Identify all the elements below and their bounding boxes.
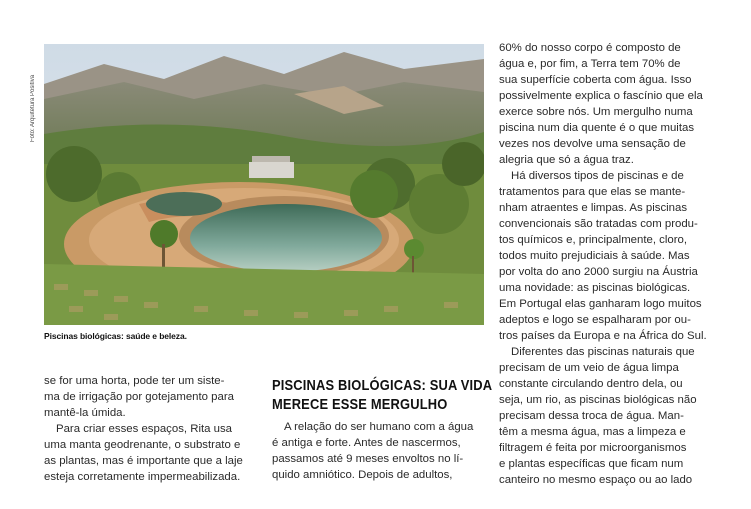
column2-paragraph-1: [272, 419, 484, 483]
text-line: todos muito prejudiciais à saúde. Mas: [499, 250, 690, 262]
text-line: piscina num dia quente é o que muitas: [499, 122, 695, 134]
text-line: Há diversos tipos de piscinas e de: [511, 170, 684, 182]
text-line: constante circulando dentro dela, ou: [499, 378, 683, 390]
text-line: Para criar esses espaços, Rita usa: [56, 423, 232, 435]
headline-line: PISCINAS BIOLÓGICAS: SUA VIDA: [272, 377, 493, 394]
column3-paragraph-2: [499, 168, 713, 344]
photo-credit: Foto: Arquitetura Positiva: [30, 74, 36, 142]
column1-paragraph-1: [44, 373, 262, 421]
text-line: tros países da Europa e na África do Sul.: [499, 330, 707, 342]
pool-photo: [44, 44, 484, 325]
text-line: seja, um rio, as piscinas biológicas não: [499, 394, 697, 406]
text-line: têm a mesma água, mas a limpeza e: [499, 426, 686, 438]
text-line: se for uma horta, pode ter um siste-: [44, 375, 225, 387]
article-column-2: [272, 376, 493, 483]
text-line: nham atraentes e limpas. As piscinas: [499, 202, 688, 214]
text-line: A relação do ser humano com a água: [284, 421, 474, 433]
text-line: uma manta geodrenante, o substrato e: [44, 439, 241, 451]
text-line: vezes nos devolve uma sensação de: [499, 138, 686, 150]
text-line: e plantas específicas que ficam num: [499, 458, 684, 470]
text-line: filtragem é feita por microorganismos: [499, 442, 687, 454]
text-line: 60% do nosso corpo é composto de: [499, 42, 681, 54]
column3-paragraph-3: [499, 344, 713, 488]
text-line: precisam dessa troca de água. Man-: [499, 410, 684, 422]
text-line: sua superfície coberta com água. Isso: [499, 74, 692, 86]
text-line: uma novidade: as piscinas biológicas.: [499, 282, 691, 294]
pool-photo-image: [44, 44, 484, 325]
article-column-3: [499, 40, 713, 488]
text-line: passamos até 9 meses envoltos no lí-: [272, 453, 464, 465]
text-line: exerce sobre nós. Um mergulho numa: [499, 106, 693, 118]
headline-line: MERECE ESSE MERGULHO: [272, 396, 448, 413]
column3-paragraph-1: [499, 40, 713, 168]
text-line: por volta do ano 2000 surgiu na Áustria: [499, 266, 698, 278]
text-line: convencionais são tratadas com produ-: [499, 218, 698, 230]
photo-caption: Piscinas biológicas: saúde e beleza.: [44, 331, 187, 341]
text-line: ma de irrigação por gotejamento para: [44, 391, 234, 403]
text-line: tratamentos para que elas se mante-: [499, 186, 686, 198]
text-line: Diferentes das piscinas naturais que: [511, 346, 695, 358]
text-line: quido amniótico. Depois de adultos,: [272, 469, 453, 481]
text-line: água e, por fim, a Terra tem 70% de: [499, 58, 681, 70]
text-line: canteiro no mesmo espaço ou ao lado: [499, 474, 693, 486]
text-line: esteja corretamente impermeabilizada.: [44, 471, 241, 483]
column1-paragraph-2: [44, 421, 262, 485]
section-headline: [272, 376, 493, 414]
article-column-1: [44, 373, 262, 485]
text-line: é antiga e forte. Antes de nascermos,: [272, 437, 461, 449]
text-line: mantê-la úmida.: [44, 407, 126, 419]
text-line: adeptos e logo se espalharam por ou-: [499, 314, 691, 326]
text-line: Em Portugal elas ganharam logo muitos: [499, 298, 702, 310]
text-line: alegria que só a água traz.: [499, 154, 634, 166]
text-line: as plantas, mas é importante que a laje: [44, 455, 243, 467]
text-line: possivelmente explica o fascínio que ela: [499, 90, 703, 102]
text-line: precisam de um veio de água limpa: [499, 362, 679, 374]
text-line: tos químicos e, principalmente, cloro,: [499, 234, 688, 246]
